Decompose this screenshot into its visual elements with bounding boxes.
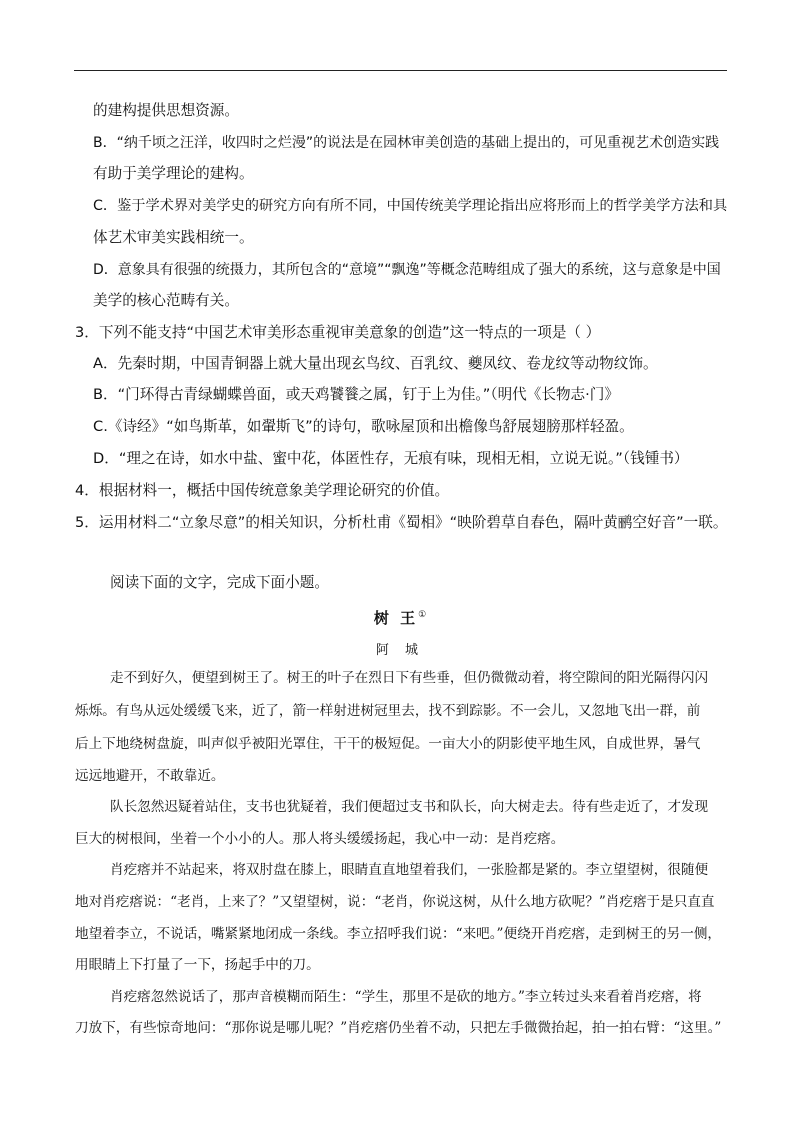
story-line: 远远地避开，不敢靠近。 [75, 768, 225, 784]
story-line: 地对肖疙瘩说：“老肖，上来了？”又望望树，说：“老肖，你说这树，从什么地方砍呢？”肖疙瘩于是只直直 [75, 894, 715, 910]
footnote-mark: ① [418, 610, 427, 620]
question-line: B．“纳千顷之汪洋，收四时之烂漫”的说法是在园林审美创造的基础上提出的，可见重视艺术创造实践 [93, 135, 720, 151]
story-title: 树 王① [373, 609, 427, 627]
story-line: 队长忽然迟疑着站住，支书也犹疑着，我们便超过支书和队长，向大树走去。待有些走近了，才发现 [110, 799, 709, 815]
question-4: 4．根据材料一，概括中国传统意象美学理论研究的价值。 [75, 482, 450, 499]
story-line: 用眼睛上下打量了一下，扬起手中的刀。 [75, 957, 320, 973]
story-line: 肖疙瘩并不站起来，将双肘盘在膝上，眼睛直直地望着我们，一张脸都是紧的。李立望望树，很随便 [110, 862, 709, 878]
question-line: 美学的核心范畴有关。 [93, 292, 239, 309]
story-line: 巨大的树根间，坐着一个小小的人。那人将头缓缓扬起，我心中一动：是肖疙瘩。 [75, 831, 565, 847]
question-line: C．鉴于学术界对美学史的研究方向有所不同，中国传统美学理论指出应将形而上的哲学美学方法和具 [93, 198, 728, 214]
story-line: 地望着李立，不说话，嘴紧紧地闭成一条线。李立招呼我们说：“来吧。”便绕开肖疙瘩，走到树王的另一侧， [75, 926, 722, 942]
question-line: 有助于美学理论的建构。 [93, 165, 254, 182]
story-line: 肖疙瘩忽然说话了，那声音模糊而陌生：“学生，那里不是砍的地方。”李立转过头来看着肖疙瘩，将 [110, 989, 702, 1005]
option-a: A．先秦时期，中国青铜器上就大量出现玄鸟纹、百乳纹、夔凤纹、卷龙纹等动物纹饰。 [93, 355, 658, 372]
story-line: 刀放下，有些惊奇地问：“那你说是哪儿呢？”肖疙瘩仍坐着不动，只把左手微微抬起，拍一拍右臂：“这里。” [75, 1020, 722, 1036]
story-line: 走不到好久，便望到树王了。树王的叶子在烈日下有些垂，但仍微微动着，将空隙间的阳光隔得闪闪 [110, 670, 709, 686]
story-line: 烁烁。有鸟从远处缓缓飞来，近了，箭一样射进树冠里去，找不到踪影。不一会儿，又忽地飞出一群，前 [75, 703, 701, 719]
story-line: 后上下地绕树盘旋，叫声似乎被阳光罩住，干干的极短促。一亩大小的阴影使平地生风，自成世界，暑气 [75, 736, 701, 752]
question-line: D．意象具有很强的统摄力，其所包含的“意境”“飘逸”等概念范畴组成了强大的系统，这与意象是中国 [93, 262, 721, 278]
option-b: B．“门环得古青绿蝴蝶兽面，或天鸡饕餮之属，钉于上为佳。”（明代《长物志·门》 [93, 386, 619, 403]
reading-instruction: 阅读下面的文字，完成下面小题。 [110, 574, 329, 591]
question-line: 的建构提供思想资源。 [93, 102, 239, 119]
question-line: 体艺术审美实践相统一。 [93, 229, 254, 246]
header-rule [74, 70, 727, 71]
question-5: 5．运用材料二“立象尽意”的相关知识，分析杜甫《蜀相》“映阶碧草自春色，隔叶黄鹂空好音”一联。 [75, 514, 728, 531]
story-author: 阿 城 [375, 643, 425, 658]
option-d: D．“理之在诗，如水中盐、蜜中花，体匿性存，无痕有味，现相无相，立说无说。”（钱锺书） [93, 450, 689, 467]
question-3: 3．下列不能支持“中国艺术审美形态重视审美意象的创造”这一特点的一项是（ ） [75, 324, 601, 341]
option-c: C.《诗经》“如鸟斯革，如翬斯飞”的诗句，歌咏屋顶和出檐像鸟舒展翅膀那样轻盈。 [93, 418, 634, 435]
